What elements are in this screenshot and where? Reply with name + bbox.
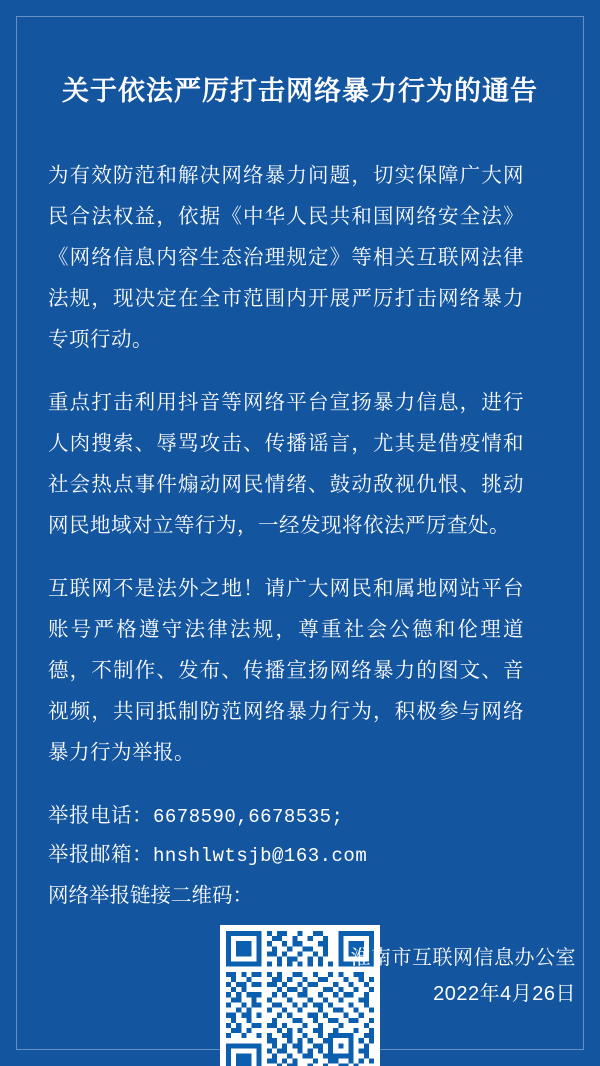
report-phone-value: 6678590,6678535; [153, 806, 344, 829]
signature-block [351, 940, 577, 1012]
issuing-organization: 淮南市互联网信息办公室 [350, 947, 576, 969]
page-title: 关于依法严厉打击网络暴力行为的通告 [62, 76, 538, 106]
contact-block [48, 773, 524, 875]
report-email-value[interactable]: hnshlwtsjb@163.com [153, 845, 368, 868]
issue-date: 2022年4月26日 [433, 983, 576, 1005]
report-email-label: 举报邮箱： [48, 843, 153, 867]
paragraph-2: 重点打击利用抖音等网络平台宣扬暴力信息，进行人肉搜索、辱骂攻击、传播谣言，尤其是借疫情和社会热点事件煽动网民情绪、鼓动敌视仇恨、挑动网民地域对立等行为，一经发现将依法严厉查处。 [48, 391, 524, 538]
poster-content [48, 0, 552, 1066]
paragraph-3: 互联网不是法外之地！请广大网民和属地网站平台账号严格遵守法律法规，尊重社会公德和伦理道德，不制作、发布、传播宣扬网络暴力的图文、音视频，共同抵制防范网络暴力行为，积极参与网络暴力行为举报。 [48, 577, 524, 765]
paragraph-1: 为有效防范和解决网络暴力问题，切实保障广大网民合法权益，依据《中华人民共和国网络安全法》《网络信息内容生态治理规定》等相关互联网法律法规，现决定在全市范围内开展严厉打击网络暴力专项行动。 [48, 164, 524, 352]
report-phone-label: 举报电话： [48, 804, 153, 828]
qr-code-label: 网络举报链接二维码： [48, 884, 253, 908]
